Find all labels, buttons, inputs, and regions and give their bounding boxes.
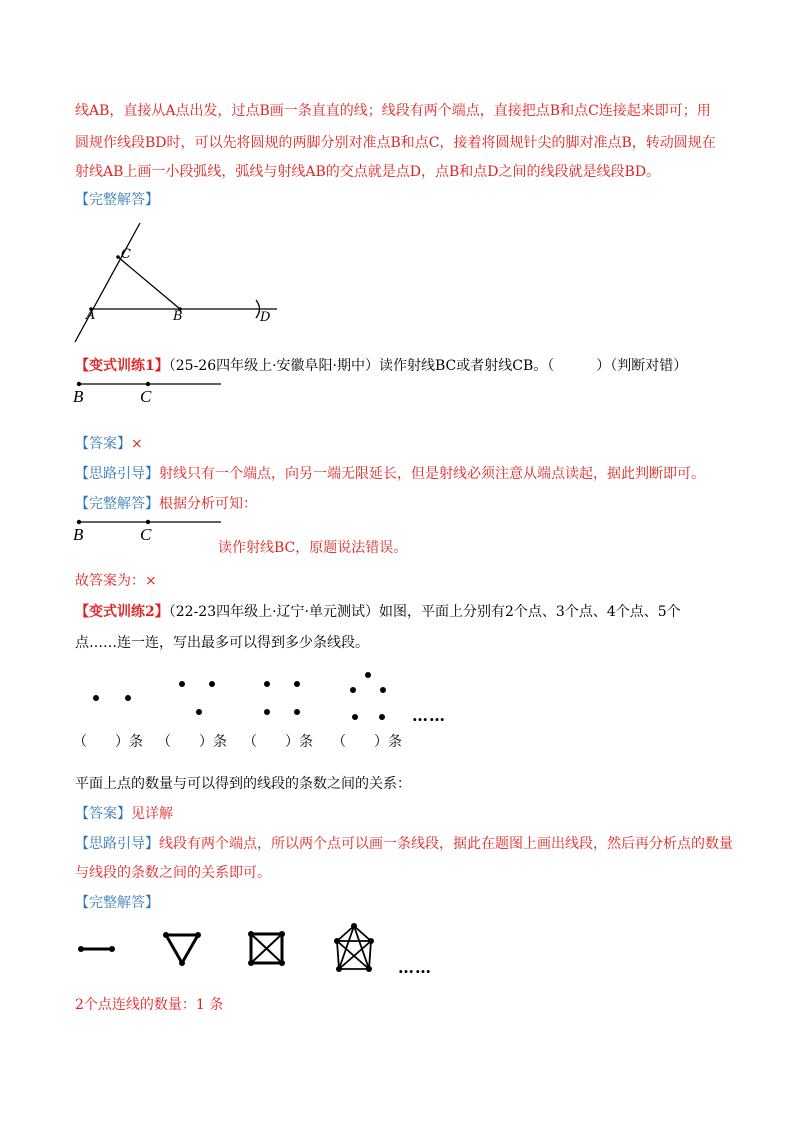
exercise-2-tag: 【变式训练2】	[75, 604, 169, 620]
answer-value: 见详解	[131, 806, 173, 822]
solution-text: 根据分析可知：	[159, 496, 257, 512]
ellipsis-2: ……	[398, 958, 432, 977]
intro-line-2: 圆规作线段BD时，可以先将圆规的两脚分别对准点B和点C，接着将圆规针尖的脚对准点B，转动圆规在	[75, 135, 716, 151]
blank-4: （ ）条	[332, 734, 402, 750]
relation-prompt: 平面上点的数量与可以得到的线段的条数之间的关系：	[75, 776, 411, 792]
exercise-1-solution	[75, 495, 257, 513]
exercise-2-question-2: 点……连一连，写出最多可以得到多少条线段。	[75, 635, 369, 651]
answer-value: ×	[131, 436, 143, 452]
geometry-figure	[70, 220, 290, 345]
label-a: A	[86, 308, 96, 323]
exercise-2-solution-tag: 【完整解答】	[75, 895, 159, 911]
ray2-label-b: B	[73, 525, 84, 544]
result-2-points: 2个点连线的数量：1 条	[75, 997, 224, 1013]
exercise-2-answer	[75, 805, 173, 823]
intro-line-3: 射线AB上画一小段弧线，弧线与射线AB的交点就是点D，点B和点D之间的线段就是线段BD。	[75, 164, 661, 180]
exercise-1-final: 故答案为：×	[75, 573, 157, 589]
solution-note: 读作射线BC，原题说法错误。	[218, 540, 408, 556]
answer-tag: 【答案】	[75, 806, 131, 822]
exercise-2-question-1	[75, 603, 681, 621]
exercise-1-guide	[75, 465, 705, 483]
exercise-1-question	[75, 357, 687, 375]
label-c: C	[121, 247, 131, 262]
exercise-1-answer	[75, 435, 143, 453]
ray2-label-c: C	[140, 525, 152, 544]
solution-tag: 【完整解答】	[75, 496, 159, 512]
intro-line-1: 线AB，直接从A点出发，过点B画一条直直的线；线段有两个端点，直接把点B和点C连接起来即可；用	[75, 103, 711, 119]
exercise-2-guide-1	[75, 835, 733, 853]
label-b: B	[173, 309, 183, 324]
exercise-2-guide-2: 与线段的条数之间的关系即可。	[75, 865, 271, 881]
guide-text: 射线只有一个端点，向另一端无限延长，但是射线必须注意从端点读起，据此判断即可。	[159, 466, 705, 482]
ray-label-c: C	[140, 387, 152, 406]
exercise-1-tag: 【变式训练1】	[75, 358, 169, 374]
ray-label-b: B	[73, 387, 84, 406]
guide-tag: 【思路引导】	[75, 466, 159, 482]
blank-1: （ ）条	[73, 734, 143, 750]
blank-2: （ ）条	[157, 734, 227, 750]
label-d: D	[260, 310, 271, 325]
blank-3: （ ）条	[243, 734, 313, 750]
guide-text-1: 线段有两个端点，所以两个点可以画一条线段，据此在题图上画出线段，然后再分析点的数量	[159, 836, 733, 852]
solution-header: 【完整解答】	[75, 192, 159, 208]
answer-tag: 【答案】	[75, 436, 131, 452]
ellipsis: ……	[412, 706, 446, 725]
exercise-2-text-1: （22-23四年级上·辽宁·单元测试）如图，平面上分别有2个点、3个点、4个点、5个	[168, 604, 681, 620]
guide-tag: 【思路引导】	[75, 836, 159, 852]
exercise-1-text: （25-26四年级上·安徽阜阳·期中）读作射线BC或者射线CB。（ ）（判断对错）	[168, 358, 688, 374]
